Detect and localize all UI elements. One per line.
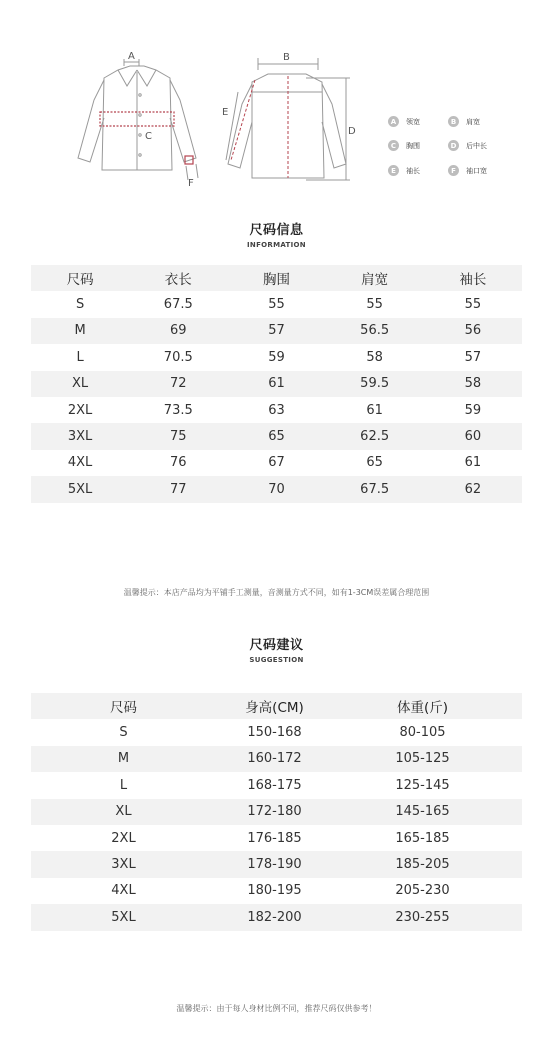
table-row: [31, 772, 522, 798]
table-cell: 65: [268, 429, 285, 445]
legend-label: 胸围: [406, 141, 420, 150]
table-cell: 67.5: [163, 297, 193, 313]
suggestion-title: 尺码建议: [249, 638, 304, 653]
info-section-title: [0, 219, 553, 249]
table-cell: 105-125: [395, 751, 450, 767]
table-cell: 70.5: [163, 349, 193, 365]
table-cell: 55: [268, 297, 285, 313]
table-cell: 55: [464, 297, 482, 313]
table-cell: 3XL: [67, 429, 93, 445]
legend-item-e: [388, 165, 420, 176]
legend-badge: E: [388, 165, 399, 176]
table-row: [31, 719, 522, 745]
table-cell: S: [75, 297, 85, 313]
sleeve-line: [231, 80, 255, 160]
table-row: [31, 423, 522, 449]
table-row: [31, 450, 522, 476]
table-cell: 145-165: [395, 804, 450, 820]
legend-badge: B: [448, 116, 459, 127]
table-row: [31, 825, 522, 851]
table-header-row: [31, 693, 522, 719]
header-cell: 尺码: [66, 272, 94, 289]
table-cell: 62.5: [360, 429, 390, 445]
table-cell: 61: [464, 455, 482, 471]
label-f: F: [188, 178, 194, 189]
table-cell: 2XL: [67, 402, 93, 418]
table-cell: 76: [170, 455, 187, 471]
header-cell: 胸围: [262, 272, 290, 289]
table-cell: 180-195: [247, 883, 302, 899]
table-row: [31, 318, 522, 344]
label-c: C: [145, 131, 152, 142]
legend-item-b: [448, 116, 480, 127]
table-cell: 160-172: [247, 751, 302, 767]
table-cell: 77: [170, 481, 187, 497]
table-cell: 59: [268, 349, 285, 365]
suggestion-note: 温馨提示：由于每人身材比例不同，推荐尺码仅供参考！: [176, 1004, 377, 1013]
table-cell: 70: [268, 481, 285, 497]
measurement-diagram: [0, 0, 553, 200]
table-cell: 3XL: [111, 857, 136, 873]
table-cell: M: [74, 323, 86, 339]
table-row: [31, 904, 522, 930]
table-row: [31, 397, 522, 423]
table-cell: 4XL: [111, 883, 136, 899]
table-cell: 59.5: [360, 376, 390, 392]
legend-item-f: [448, 165, 487, 176]
table-cell: 176-185: [247, 830, 302, 846]
table-cell: L: [76, 349, 84, 365]
table-cell: 63: [268, 402, 285, 418]
table-row: [31, 476, 522, 502]
table-cell: L: [119, 777, 128, 793]
table-cell: 80-105: [399, 725, 446, 741]
table-cell: 205-230: [395, 883, 450, 899]
table-row: [31, 746, 522, 772]
info-subtitle: INFORMATION: [247, 241, 306, 249]
legend-label: 后中长: [466, 141, 487, 150]
table-cell: 56.5: [360, 323, 390, 339]
table-cell: 230-255: [395, 909, 450, 925]
table-header-row: [31, 265, 522, 291]
header-cell: 袖长: [459, 272, 487, 289]
table-cell: 72: [170, 376, 187, 392]
table-cell: 57: [268, 323, 285, 339]
table-cell: 5XL: [67, 481, 93, 497]
legend-badge: D: [448, 140, 459, 151]
table-cell: 59: [464, 402, 482, 418]
table-row: [31, 371, 522, 397]
table-cell: 2XL: [111, 830, 136, 846]
table-cell: 65: [366, 455, 383, 471]
table-cell: 172-180: [247, 804, 302, 820]
table-cell: M: [117, 751, 130, 767]
back-shirt-illustration: [228, 74, 346, 178]
table-cell: 61: [366, 402, 383, 418]
table-cell: 75: [170, 429, 187, 445]
measurement-note: 温馨提示：本店产品均为平铺手工测量，音测量方式不同，如有1-3CM误差属合理范围: [123, 588, 430, 597]
front-shirt-illustration: [78, 66, 196, 170]
label-e: E: [222, 107, 229, 118]
table-row: [31, 799, 522, 825]
table-cell: 67: [268, 455, 285, 471]
table-cell: 58: [366, 349, 383, 365]
legend-label: 肩宽: [466, 117, 480, 126]
table-cell: 165-185: [395, 830, 450, 846]
header-cell: 体重(斤): [396, 700, 449, 717]
legend-badge: A: [388, 116, 399, 127]
table-cell: 69: [170, 323, 187, 339]
table-cell: 168-175: [247, 777, 302, 793]
size-suggestion-table: [31, 693, 522, 931]
legend-item-c: [388, 140, 420, 151]
table-cell: 57: [464, 349, 482, 365]
label-b: B: [283, 52, 290, 63]
legend-label: 袖口宽: [466, 166, 487, 175]
table-cell: 56: [464, 323, 482, 339]
table-cell: XL: [72, 376, 89, 392]
table-row: [31, 878, 522, 904]
table-cell: 178-190: [247, 857, 302, 873]
label-d: D: [348, 126, 356, 137]
header-cell: 身高(CM): [245, 700, 304, 717]
table-cell: 62: [464, 481, 482, 497]
table-cell: S: [119, 725, 128, 741]
table-row: [31, 344, 522, 370]
suggestion-section-title: [0, 634, 553, 664]
header-cell: 尺码: [110, 700, 137, 717]
legend-label: 领宽: [406, 117, 420, 126]
table-cell: 150-168: [247, 725, 302, 741]
table-row: [31, 291, 522, 317]
table-cell: 58: [464, 376, 482, 392]
table-cell: 182-200: [247, 909, 302, 925]
header-cell: 衣长: [164, 272, 192, 289]
legend-label: 袖长: [406, 166, 420, 175]
table-cell: 185-205: [395, 857, 450, 873]
table-cell: 60: [464, 429, 482, 445]
table-cell: XL: [115, 804, 132, 820]
table-cell: 55: [366, 297, 383, 313]
label-a: A: [128, 51, 135, 62]
table-cell: 73.5: [163, 402, 193, 418]
table-row: [31, 851, 522, 877]
header-cell: 肩宽: [361, 272, 389, 289]
size-info-table: [31, 265, 522, 503]
suggestion-subtitle: SUGGESTION: [249, 656, 304, 664]
table-cell: 4XL: [67, 455, 93, 471]
info-title: 尺码信息: [249, 223, 304, 238]
legend-badge: C: [388, 140, 399, 151]
table-cell: 61: [268, 376, 285, 392]
legend-item-a: [388, 116, 420, 127]
table-cell: 67.5: [360, 481, 390, 497]
legend-badge: F: [448, 165, 459, 176]
legend-item-d: [448, 140, 487, 151]
table-cell: 125-145: [395, 777, 450, 793]
table-cell: 5XL: [111, 909, 136, 925]
